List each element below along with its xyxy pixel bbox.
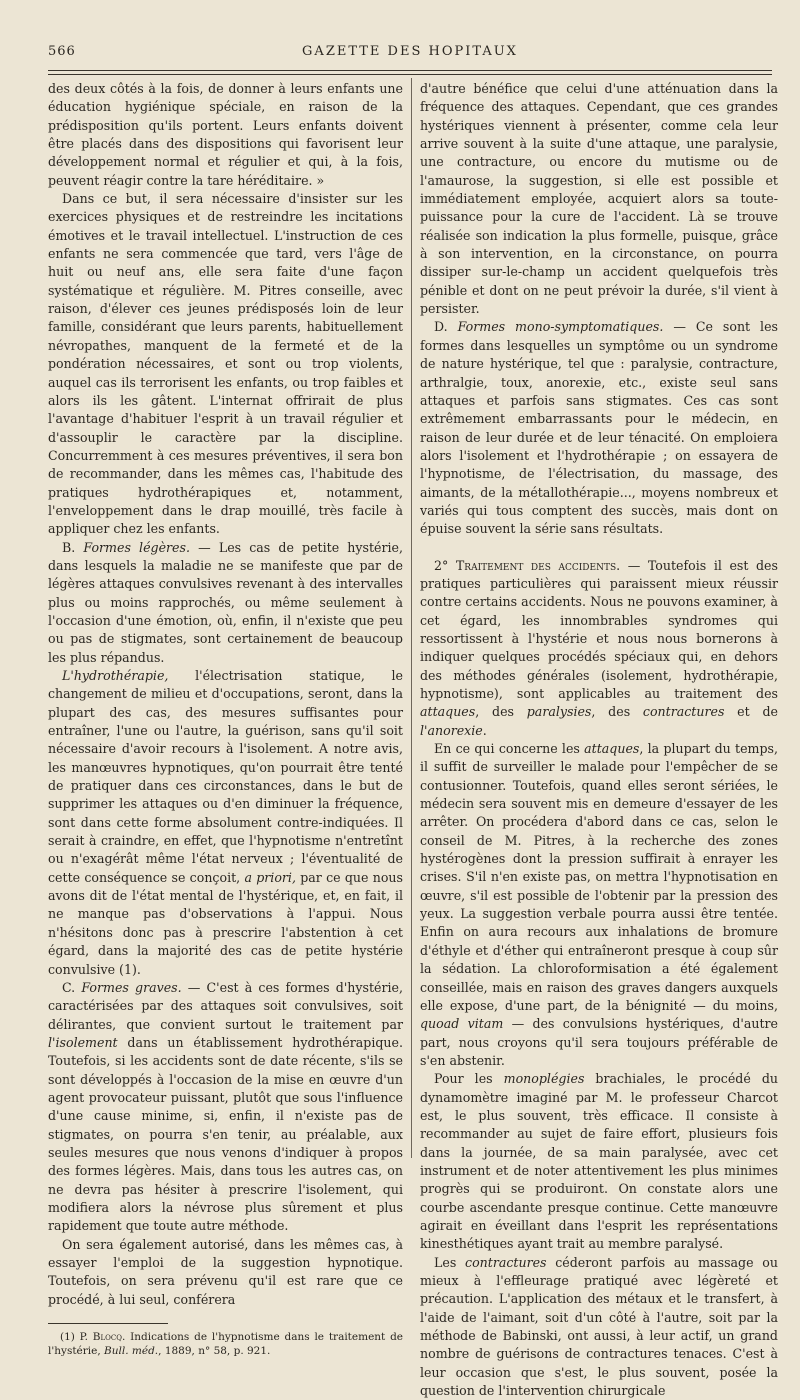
paragraph: On sera également autorisé, dans les mêmes cas, à essayer l'emploi de la suggestion hypnotique. Toutefois, on sera prévenu qu'il est rare que ce procédé, à lui seul, conférera	[48, 1236, 403, 1307]
paragraph-text: — Toutefois il est des pratiques particulières qui paraissent mieux réussir contre certains accidents. Nous ne pouvons examiner, à cet égard, les innombrables syndromes qui ressortissent à l'hystérie et nous nous bornerons à indiquer quelques procédés spéciaux qui, en dehors des méthodes générales (isolement, hydrothérapie, hypnotisme), sont applicables au traitement des	[420, 557, 778, 701]
emphasis: l'anorexie	[420, 722, 483, 738]
footnote-text: . Indications de l'hypnotisme dans le traitement de l'hystérie,	[48, 1331, 404, 1358]
paragraph-text: — Les cas de petite hystérie, dans lesquels la maladie ne se manifeste que par de légères attaques convulsives revenant à des intervalles plus ou moins rapprochés, ou même seulement à l'occasion d'une émotion, où, enfin, il n'existe que peu ou pas de stigmates, sont certainement de beaucoup les plus répandus.	[48, 539, 403, 665]
footnote-journal: Bull. méd.	[104, 1345, 159, 1358]
emphasis: L'hydrothérapie,	[62, 668, 169, 683]
paragraph-text: En ce qui concerne les	[434, 741, 585, 757]
section-label: D.	[434, 319, 448, 335]
paragraph	[48, 667, 403, 979]
section-label: 2°	[434, 557, 456, 573]
paragraph-text: , la plupart du temps, il suffit de surveiller le malade pour l'empêcher de se contusionner. Toutefois, quand elles seront sériées, le médecin sera souvent mis en demeure d'essayer de les arrêter. On procédera d'abord dans ce cas, selon le conseil de M. Pitres, à la recherche des zones hystérogènes dont la pression suffirait à enrayer les crises. S'il n'en existe pas, on mettra l'hypnotisation en œuvre, s'il est possible de l'obtenir par la pression des yeux. La suggestion verbale pourra aussi être tentée. Enfin on aura recours aux inhalations de bromure d'éthyle et d'éther qui entraîneront presque à coup sûr la sédation. La chloroformisation a été également conseillée, mais en raison des graves dangers auxquels elle expose, d'une part, de la bénignité — du moins,	[420, 741, 778, 1013]
section-title: Formes graves.	[81, 979, 182, 995]
section-title: Formes légères.	[83, 539, 190, 555]
paragraph	[420, 740, 778, 1070]
paragraph: d'autre bénéfice que celui d'une atténuation dans la fréquence des attaques. Cependant, que ces grandes hystériques viennent à présenter, comme cela leur arrive souvent à la suite d'une attaque, une paralysie, une contracture, ou encore du mutisme ou de l'amaurose, la suggestion, si elle est possible et immédiatement employée, acquiert alors sa toute-puissance pour la cure de l'accident. Là se trouve réalisée son indication la plus formelle, puisque, grâce à son intervention, en la circonstance, on pourra dissiper sur-le-champ un accident quelquefois très pénible et dont on ne peut prévoir la durée, s'il vient à persister.	[420, 81, 778, 317]
page-header	[48, 40, 772, 64]
paragraph-text: céderont parfois au massage ou mieux à l'effleurage pratiqué avec légèreté et précaution. L'application des métaux et le transfert, à l'aide de l'aimant, soit d'un côté à l'autre, soit par la méthode de Babinski, ont aussi, à leur actif, un grand nombre de guérisons de contractures tenaces. C'est à leur occasion que s'est, le plus souvent, posée la question de l'intervention chirurgicale	[420, 1254, 778, 1399]
emphasis: contractures	[465, 1254, 547, 1270]
page-number: 566	[48, 44, 76, 59]
paragraph-text: , des	[475, 704, 527, 720]
header-rule-thick	[48, 70, 772, 71]
header-rule-thin	[48, 74, 772, 75]
emphasis: attaques	[584, 741, 640, 757]
footnote-text: (1) P.	[60, 1331, 93, 1344]
emphasis: quoad vitam	[420, 1016, 504, 1032]
running-title: GAZETTE DES HOPITAUX	[302, 44, 518, 59]
right-column	[420, 80, 778, 1400]
emphasis: attaques	[420, 704, 476, 720]
paragraph-text: .	[482, 722, 487, 738]
section-title: Traitement des accidents.	[455, 557, 621, 573]
emphasis: monoplégies	[503, 1071, 585, 1087]
section-2-paragraph	[420, 557, 778, 740]
paragraph-text: dans un établissement hydrothérapique. Toutefois, si les accidents sont de date récente, s'ils se sont développés à l'occasion de la mise en œuvre d'un agent provocateur puissant, plutôt que sous l'influence d'une cause minime, si, enfin, il n'existe pas de stigmates, on pourra s'en tenir, au préalable, aux seules mesures que nous venons d'indiquer à propos des formes légères. Mais, dans tous les autres cas, on ne devra pas hésiter à prescrire l'isolement, qui modifiera alors la névrose plus sûrement et plus rapidement que toute autre méthode.	[48, 1034, 403, 1234]
section-b-paragraph	[48, 539, 403, 667]
emphasis: paralysies	[526, 704, 592, 720]
paragraph-text: par ce que nous avons dit de l'état mental de l'hystérique, et, en fait, il ne manque pas d'observations à l'appui. Nous n'hésitons donc pas à prescrire l'abstention à cet égard, dans la majorité des cas de petite hystérie convulsive (1).	[48, 869, 403, 977]
emphasis: contractures	[642, 704, 725, 720]
section-label: C.	[62, 979, 76, 995]
paragraph-text: brachiales, le procédé du dynamomètre imaginé par M. le professeur Charcot est, le plus souvent, très efficace. Il consiste à recommander au sujet de faire effort, plusieurs fois dans la journée, de sa main paralysée, avec cet instrument et de noter attentivement les plus minimes progrès qui se produiront. On constate alors une courbe ascendante presque continue. Cette manœuvre agirait en éveillant dans l'esprit les représentations kinesthétiques ayant trait au membre paralysé.	[420, 1071, 778, 1252]
paragraph-text: , des	[591, 704, 643, 720]
paragraph: des deux côtés à la fois, de donner à leurs enfants une éducation hygiénique spéciale, en raison de la prédisposition qu'ils portent. Leurs enfants doivent être placés dans des dispositions qui favorisent leur développement normal et régulier et qui, à la fois, peuvent réagir contre la tare héréditaire. »	[48, 81, 403, 188]
paragraph-text: Les	[434, 1254, 466, 1270]
paragraph	[420, 1070, 778, 1253]
emphasis: l'isolement	[48, 1034, 118, 1050]
section-d-paragraph	[420, 318, 778, 538]
column-divider	[411, 78, 412, 1158]
paragraph-text: — Ce sont les formes dans lesquelles un symptôme ou un syndrome de nature hystérique, tel que : paralysie, contracture, arthralgie, toux, anorexie, etc., existe seul sans attaques et parfois sans stigmates. Ces cas sont extrêmement embarrassants pour le médecin, en raison de leur durée et de leur ténacité. On emploiera alors l'isolement et l'hydrothérapie ; on essayera de l'hypnotisme, de l'électrisation, du massage, des aimants, de la métallothérapie..., moyens nombreux et variés qui tous comptent des succès, mais dont on épuise souvent la série sans résultats.	[420, 319, 778, 537]
footnote-rule	[48, 1323, 168, 1324]
paragraph-text: l'électrisation statique, le changement de milieu et d'occupations, seront, dans la plupart des cas, des mesures suffisantes pour entraîner, l'une ou l'autre, la guérison, sans qu'il soit nécessaire d'avoir recours à l'isolement. A notre avis, les manœuvres hypnotiques, qu'on pourrait être tenté de pratiquer dans ces circonstances, dans le but de supprimer les attaques ou d'en diminuer la fréquence, sont dans cette forme absolument contre-indiquées. Il serait à craindre, en effet, que l'hypnotisme n'entretînt ou n'exagérât même l'état nerveux ; l'éventualité de cette conséquence se conçoit,	[48, 668, 403, 885]
footnote	[48, 1330, 403, 1358]
left-column	[48, 80, 403, 1358]
paragraph: Dans ce but, il sera nécessaire d'insister sur les exercices physiques et de restreindre les incitations émotives et le travail intellectuel. L'instruction de ces enfants ne sera commencée que tard, vers l'âge de huit ou neuf ans, elle sera faite d'une façon systématique et régulière. M. Pitres conseille, avec raison, d'élever ces jeunes prédisposés loin de leur famille, considérant que leurs parents, habituellement névropathes, manquent de la fermeté et de la pondération nécessaires, et sont ou trop violents, auquel cas ils terrorisent les enfants, ou trop faibles et alors ils les gâtent. L'internat offrirait de plus l'avantage d'habituer l'esprit à un travail régulier et d'assouplir le caractère par la discipline. Concurremment à ces mesures préventives, il sera bon de recommander, dans les mêmes cas, l'habitude des pratiques hydrothérapiques et, notamment, l'enveloppement dans le drap mouillé, très facile à appliquer chez les enfants.	[48, 191, 403, 537]
paragraph-text: — des convulsions hystériques, d'autre part, nous croyons qu'il sera toujours préférable de s'en abstenir.	[420, 1016, 778, 1068]
emphasis: a priori,	[244, 869, 296, 885]
paragraph	[420, 1254, 778, 1400]
section-label: B.	[62, 539, 76, 555]
paragraph-text: Pour les	[434, 1071, 504, 1087]
footnote-author: Blocq	[92, 1331, 122, 1344]
paragraph-text: et de	[724, 704, 778, 720]
section-title: Formes mono-symptomatiques.	[457, 319, 664, 335]
footnote-text: , 1889, n° 58, p. 921.	[158, 1345, 271, 1358]
section-c-paragraph	[48, 979, 403, 1236]
paragraph-text: — C'est à ces formes d'hystérie, caractérisées par des attaques soit convulsives, soit délirantes, que convient surtout le traitement par	[48, 979, 403, 1032]
